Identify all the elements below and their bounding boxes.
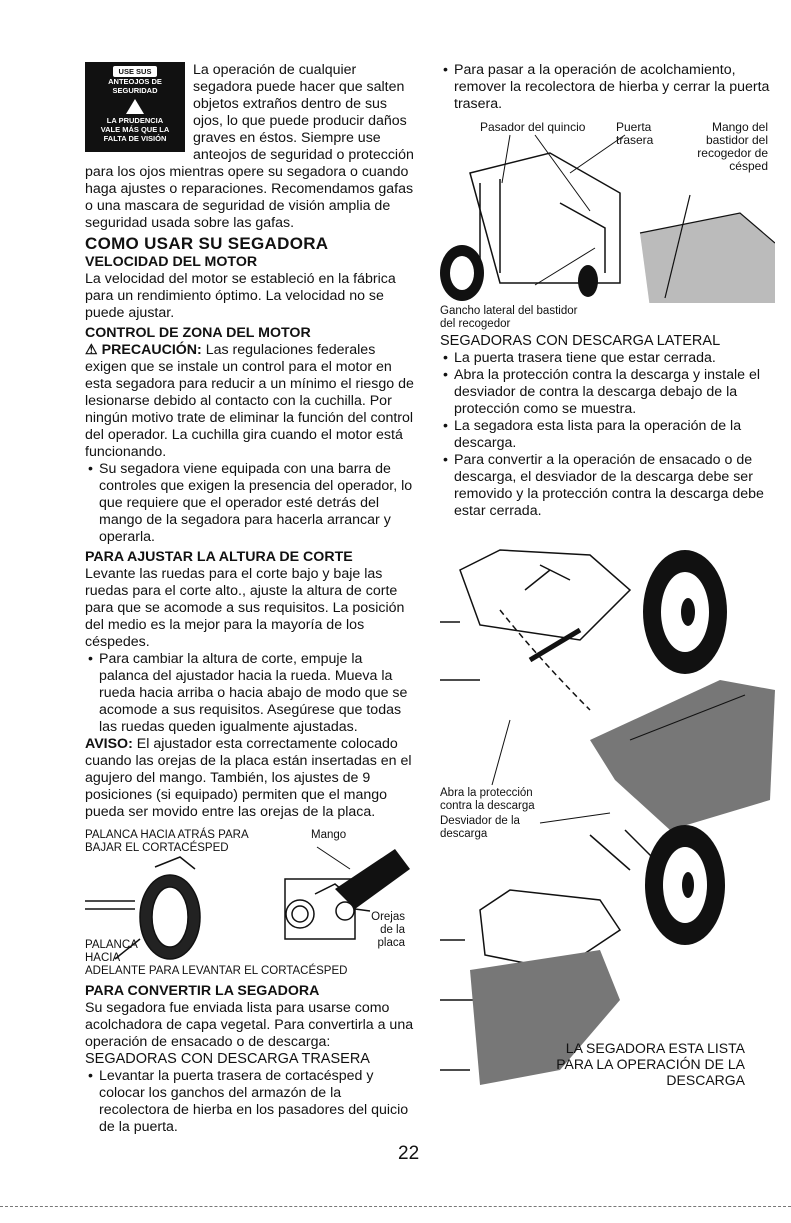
fig-label-pasador: Pasador del quincio [480, 120, 586, 134]
list-item: • Para convertir a la operación de ensacado o de descarga, el desviador de la descarga debe ser removido y la protección contra la descarga debe estar cerrada. [440, 452, 775, 520]
list-item: • La segadora esta lista para la operación de la descarga. [440, 418, 775, 452]
fig-label-mango: Mango [311, 829, 347, 841]
fig-label-mango-bastidor: Mango del bastidor del recogedor de césped [697, 120, 768, 173]
fig-label-palanca-atras: PALANCA HACIA ATRÁS PARA BAJAR EL CORTACÉSPED [85, 829, 248, 854]
fig-label-lista-descarga: LA SEGADORA ESTA LISTA PARA LA OPERACIÓN DE LA DESCARGA [556, 1040, 745, 1088]
aviso-text: El ajustador esta correctamente colocado cuando las orejas de la placa están insertadas en el agujero del mango. También, los ajustes de 9 posiciones (si equipado) permiten que el mango pueda ser movido entre las orejas de la placa. [85, 736, 412, 820]
right-column [440, 62, 775, 1088]
altura-list [85, 651, 415, 736]
heading-altura-corte: PARA AJUSTAR LA ALTURA DE CORTE [85, 549, 353, 565]
page-number: 22 [398, 1143, 420, 1164]
fig-label-puerta: Puerta trasera [616, 120, 654, 147]
heading-descarga-lateral: SEGADORAS CON DESCARGA LATERAL [440, 333, 721, 349]
trasera-list [85, 1068, 415, 1136]
fig-label-orejas: Orejas de la placa [371, 911, 405, 949]
height-adjuster-illustration [85, 839, 415, 969]
sticker-line: VALE MÁS QUE LA [100, 125, 170, 134]
precaucion-paragraph [85, 342, 415, 461]
fig-label-desviador: Desviador de la descarga [440, 815, 520, 840]
left-column [85, 62, 415, 1136]
precaucion-label: PRECAUCIÓN: [101, 342, 202, 358]
list-item: • Para pasar a la operación de acolchamiento, remover la recolectora de hierba y cerrar la puerta trasera. [440, 62, 775, 113]
heading-como-usar: COMO USAR SU SEGADORA [85, 234, 329, 253]
lateral-list [440, 350, 775, 520]
fig-label-gancho: Gancho lateral del bastidor del recogedor [440, 305, 578, 330]
grass-bag-drawing [640, 195, 775, 303]
convertir-text: Su segadora fue enviada lista para usarse como acolchadora de capa vegetal. Para convertirla a una operación de ensacado o de descarga: [85, 1000, 414, 1050]
bottom-rule [0, 1206, 791, 1207]
velocidad-text: La velocidad del motor se estableció en la fábrica para un rendimiento óptimo. La velocidad no se puede ajustar. [85, 271, 396, 321]
fig-label-palanca-hacia: PALANCA HACIA [85, 939, 138, 964]
heading-control-zona: CONTROL DE ZONA DEL MOTOR [85, 325, 311, 341]
mower-deck-drawing [470, 153, 620, 283]
sticker-line: SEGURIDAD [112, 86, 158, 95]
heading-descarga-trasera: SEGADORAS CON DESCARGA TRASERA [85, 1051, 370, 1067]
discharge-guard-drawing-top [440, 550, 630, 710]
control-list [85, 461, 415, 546]
precaucion-text: Las regulaciones federales exigen que se instale un control para el motor en esta segadora para reducir a un mínimo el riesgo de lesionarse debido al contacto con la cuchilla. Por ningún motivo trate de eliminar la función del control del operador. La cuchilla gira cuando el motor está funcionando. [85, 342, 414, 460]
wheel-drawing [85, 857, 200, 959]
side-discharge-figure [440, 530, 775, 1088]
height-adjuster-figure [85, 829, 415, 977]
heading-convertir: PARA CONVERTIR LA SEGADORA [85, 983, 320, 999]
aviso-paragraph [85, 736, 415, 821]
grass-catcher-illustration [440, 133, 775, 303]
sticker-line: USE SUS [113, 66, 157, 77]
heading-velocidad: VELOCIDAD DEL MOTOR [85, 254, 258, 270]
wheel-top-drawing [643, 550, 727, 674]
list-item: • La puerta trasera tiene que estar cerrada. [440, 350, 775, 367]
safety-intro-text: La operación de cualquier segadora puede hacer que salten objetos extraños dentro de sus ojos, lo que puede producir daños graves en éstos. Siempre use anteojos de seguridad o protección para los ojos mientras opere su segadora o cuando haga ajustes o reparaciones. Recomendamos gafas o una mascara de seguridad de visión amplia de seguridad usada sobre las gafas. [85, 62, 414, 231]
aviso-label: AVISO: [85, 736, 133, 752]
list-item: • Levantar la puerta trasera de cortacésped y colocar los ganchos del armazón de la recolectora de hierba en los pasadores del quicio de la puerta. [85, 1068, 415, 1136]
wheel-bottom-drawing [645, 825, 725, 945]
grass-catcher-figure [440, 120, 775, 330]
sticker-line: FALTA DE VISIÓN [103, 134, 167, 143]
altura-text: Levante las ruedas para el corte bajo y baje las ruedas para el corte alto., ajuste la altura de corte para que se acomode a sus requisitos. La posición del medio es la mejor para la mayoría de los céspedes. [85, 566, 405, 650]
fig-label-adelante: ADELANTE PARA LEVANTAR EL CORTACÉSPED [85, 965, 348, 977]
warning-triangle-icon [126, 99, 144, 114]
fig-label-abra: Abra la protección contra la descarga [440, 787, 535, 812]
safety-glasses-sticker [85, 62, 185, 152]
list-item: • Su segadora viene equipada con una barra de controles que exigen la presencia del operador, lo que requiere que el operador esté detrás del mango de la segadora para hacerla arrancar y operarla. [85, 461, 415, 546]
caution-icon: ⚠ [85, 342, 102, 358]
acolchamiento-list [440, 62, 775, 113]
list-item: • Abra la protección contra la descarga y instale el desviador de contra la descarga debajo de la protección como se muestra. [440, 367, 775, 418]
sticker-line: LA PRUDENCIA [106, 116, 164, 125]
list-item: • Para cambiar la altura de corte, empuje la palanca del ajustador hacia la rueda. Mueva la rueda hacia arriba o hacia abajo de modo que se acomode a sus requisitos. Asegúrese que todas las ruedas queden igualmente ajustadas. [85, 651, 415, 736]
sticker-line: ANTEOJOS DE [108, 77, 162, 86]
